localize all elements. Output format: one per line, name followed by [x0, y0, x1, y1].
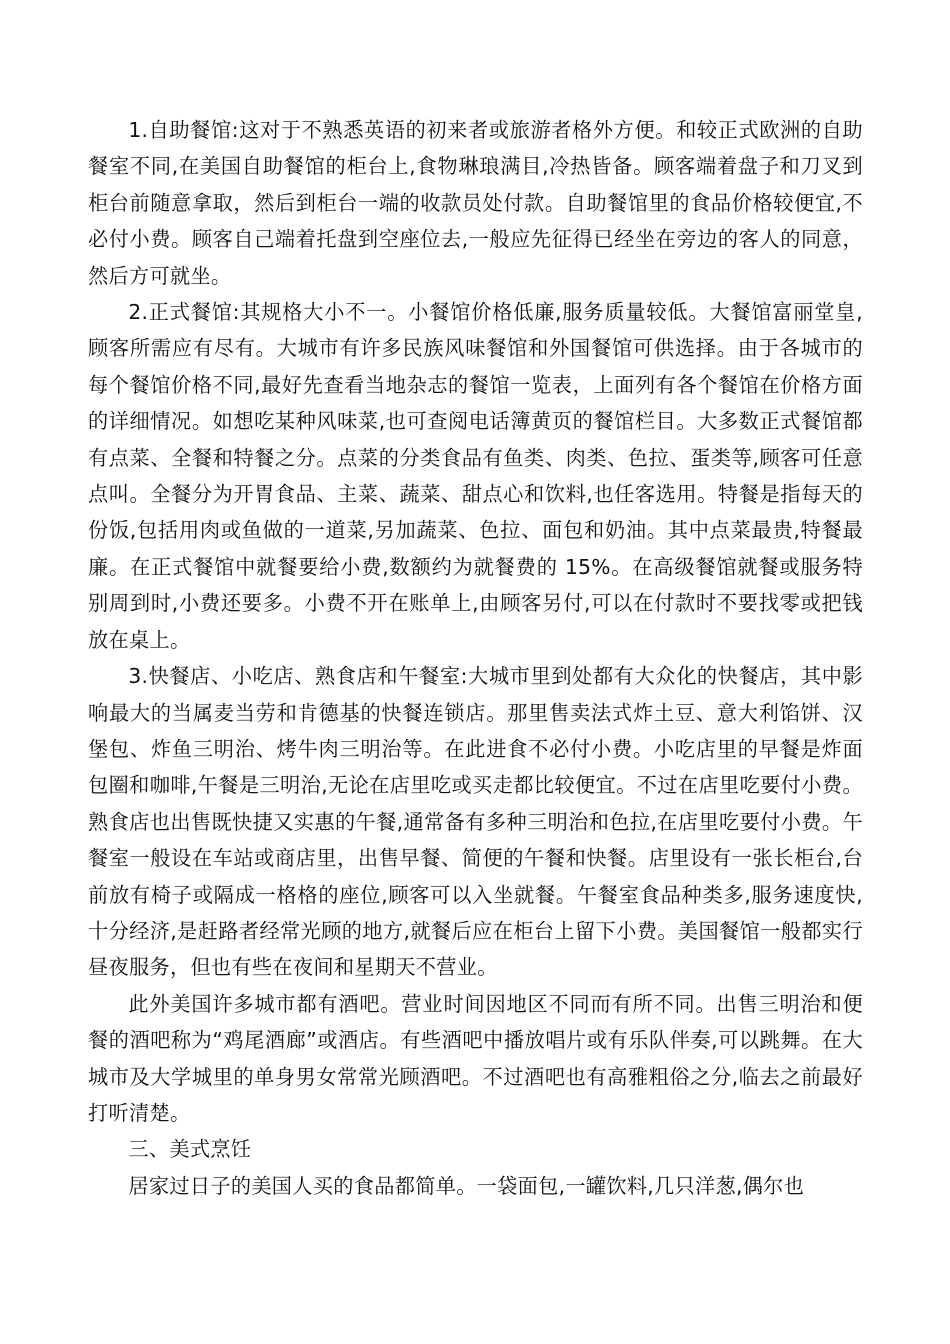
paragraph-home-food: 居家过日子的美国人买的食品都简单。一袋面包,一罐饮料,几只洋葱,偶尔也: [128, 1173, 805, 1198]
section-heading-american-cooking: 三、美式烹饪: [128, 1137, 252, 1162]
paragraph-formal-restaurant: 2.正式餐馆:其规格大小不一。小餐馆价格低廉,服务质量较低。大餐馆富丽堂皇,顾客所需应有尽有。大城市有许多民族风味餐馆和外国餐馆可供选择。由于各城市的每个餐馆价格不同,最好先查看当地杂志的餐馆一览表，上面列有各个餐馆在价格方面的详细情况。如想吃某种风味菜,也可查阅电话簿黄页的餐馆栏目。大多数正式餐馆都有点菜、全餐和特餐之分。点菜的分类食品有鱼类、肉类、色拉、蛋类等,顾客可任意点叫。全餐分为开胃食品、主菜、蔬菜、甜点心和饮料,也任客选用。特餐是指每天的份饭,包括用肉或鱼做的一道菜,另加蔬菜、色拉、面包和奶油。其中点菜最贵,特餐最廉。在正式餐馆中就餐要给小费,数额约为就餐费的 15%。在高级餐馆就餐或服务特别周到时,小费还要多。小费不开在账单上,由顾客另付,可以在付款时不要找零或把钱放在桌上。: [88, 300, 863, 652]
document-page: [88, 112, 863, 1204]
paragraph-self-service-restaurant: 1.自助餐馆:这对于不熟悉英语的初来者或旅游者格外方便。和较正式欧洲的自助餐室不同,在美国自助餐馆的柜台上,食物琳琅满目,冷热皆备。顾客端着盘子和刀叉到柜台前随意拿取，然后到柜台一端的收款员处付款。自助餐馆里的食品价格较便宜,不必付小费。顾客自己端着托盘到空座位去,一般应先征得已经坐在旁边的客人的同意，然后方可就坐。: [88, 118, 863, 288]
paragraph-fast-food: 3.快餐店、小吃店、熟食店和午餐室:大城市里到处都有大众化的快餐店，其中影响最大的当属麦当劳和肯德基的快餐连锁店。那里售卖法式炸土豆、意大利馅饼、汉堡包、炸鱼三明治、烤牛肉三明治等。在此进食不必付小费。小吃店里的早餐是炸面包圈和咖啡,午餐是三明治,无论在店里吃或买走都比较便宜。不过在店里吃要付小费。熟食店也出售既快捷又实惠的午餐,通常备有多种三明治和色拉,在店里吃要付小费。午餐室一般设在车站或商店里，出售早餐、简便的午餐和快餐。店里设有一张长柜台,台前放有椅子或隔成一格格的座位,顾客可以入坐就餐。午餐室食品种类多,服务速度快,十分经济,是赶路者经常光顾的地方,就餐后应在柜台上留下小费。美国餐馆一般都实行昼夜服务，但也有些在夜间和星期天不营业。: [88, 664, 863, 980]
paragraph-bars: 此外美国许多城市都有酒吧。营业时间因地区不同而有所不同。出售三明治和便餐的酒吧称为“鸡尾酒廊”或酒店。有些酒吧中播放唱片或有乐队伴奏,可以跳舞。在大城市及大学城里的单身男女常常光顾酒吧。不过酒吧也有高雅粗俗之分,临去之前最好打听清楚。: [88, 991, 863, 1125]
